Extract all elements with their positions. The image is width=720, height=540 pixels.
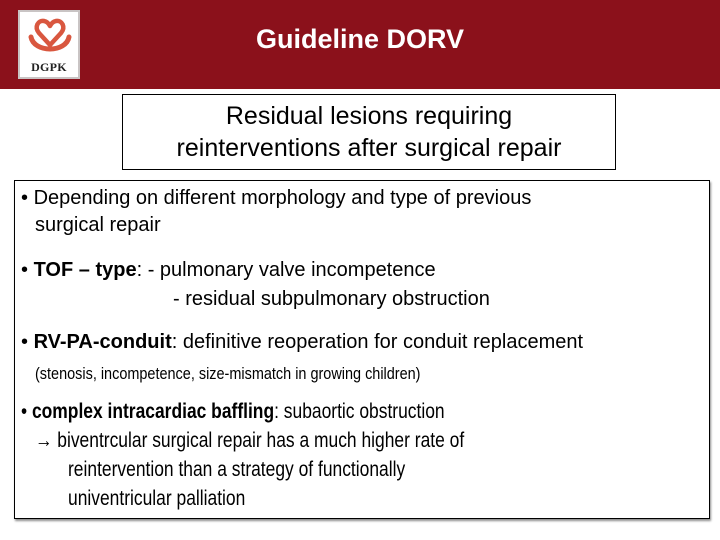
- bullet-3-text: : definitive reoperation for conduit replacement: [171, 331, 584, 353]
- bullet-4-line-2-text: biventrcular surgical repair has a much higher rate of: [57, 429, 465, 452]
- slide-title-box: [122, 94, 616, 170]
- bullet-2-continuation: - residual subpulmonary obstruction: [173, 288, 490, 310]
- bullet-2-term: TOF – type: [33, 259, 137, 281]
- bullet-1: [21, 186, 531, 210]
- bullet-3: [21, 330, 583, 354]
- bullet-1-text: Depending on different morphology and type of previous: [33, 187, 532, 209]
- bullet-dot: •: [21, 187, 29, 209]
- bullet-4-line-2: [35, 428, 464, 454]
- bullet-dot: •: [21, 331, 29, 353]
- slide-title-line-2: reinterventions after surgical repair: [176, 134, 562, 162]
- bullet-2: [21, 258, 436, 282]
- bullet-3-note: (stenosis, incompetence, size-mismatch in growing children): [35, 364, 421, 383]
- bullet-4-term: complex intracardiac baffling: [31, 400, 275, 423]
- bullet-3-term: RV-PA-conduit: [33, 331, 172, 353]
- slide-header: [0, 0, 720, 89]
- bullet-dot: •: [21, 400, 28, 423]
- bullet-dot: •: [21, 259, 29, 281]
- bullet-4-line-4: univentricular palliation: [68, 487, 246, 510]
- header-title: Guideline DORV: [255, 24, 465, 54]
- content-box: [14, 180, 710, 519]
- bullet-1-continuation: surgical repair: [35, 214, 161, 236]
- bullet-4-text: : subaortic obstruction: [274, 400, 445, 423]
- bullet-4: [21, 399, 445, 425]
- slide-title-line-1: Residual lesions requiring: [225, 102, 513, 130]
- logo-text: DGPK: [31, 60, 67, 74]
- arrow-right-icon: →: [35, 429, 53, 452]
- bullet-2-text: : - pulmonary valve incompetence: [136, 259, 436, 281]
- bullet-4-line-3: reintervention than a strategy of functionally: [68, 458, 406, 481]
